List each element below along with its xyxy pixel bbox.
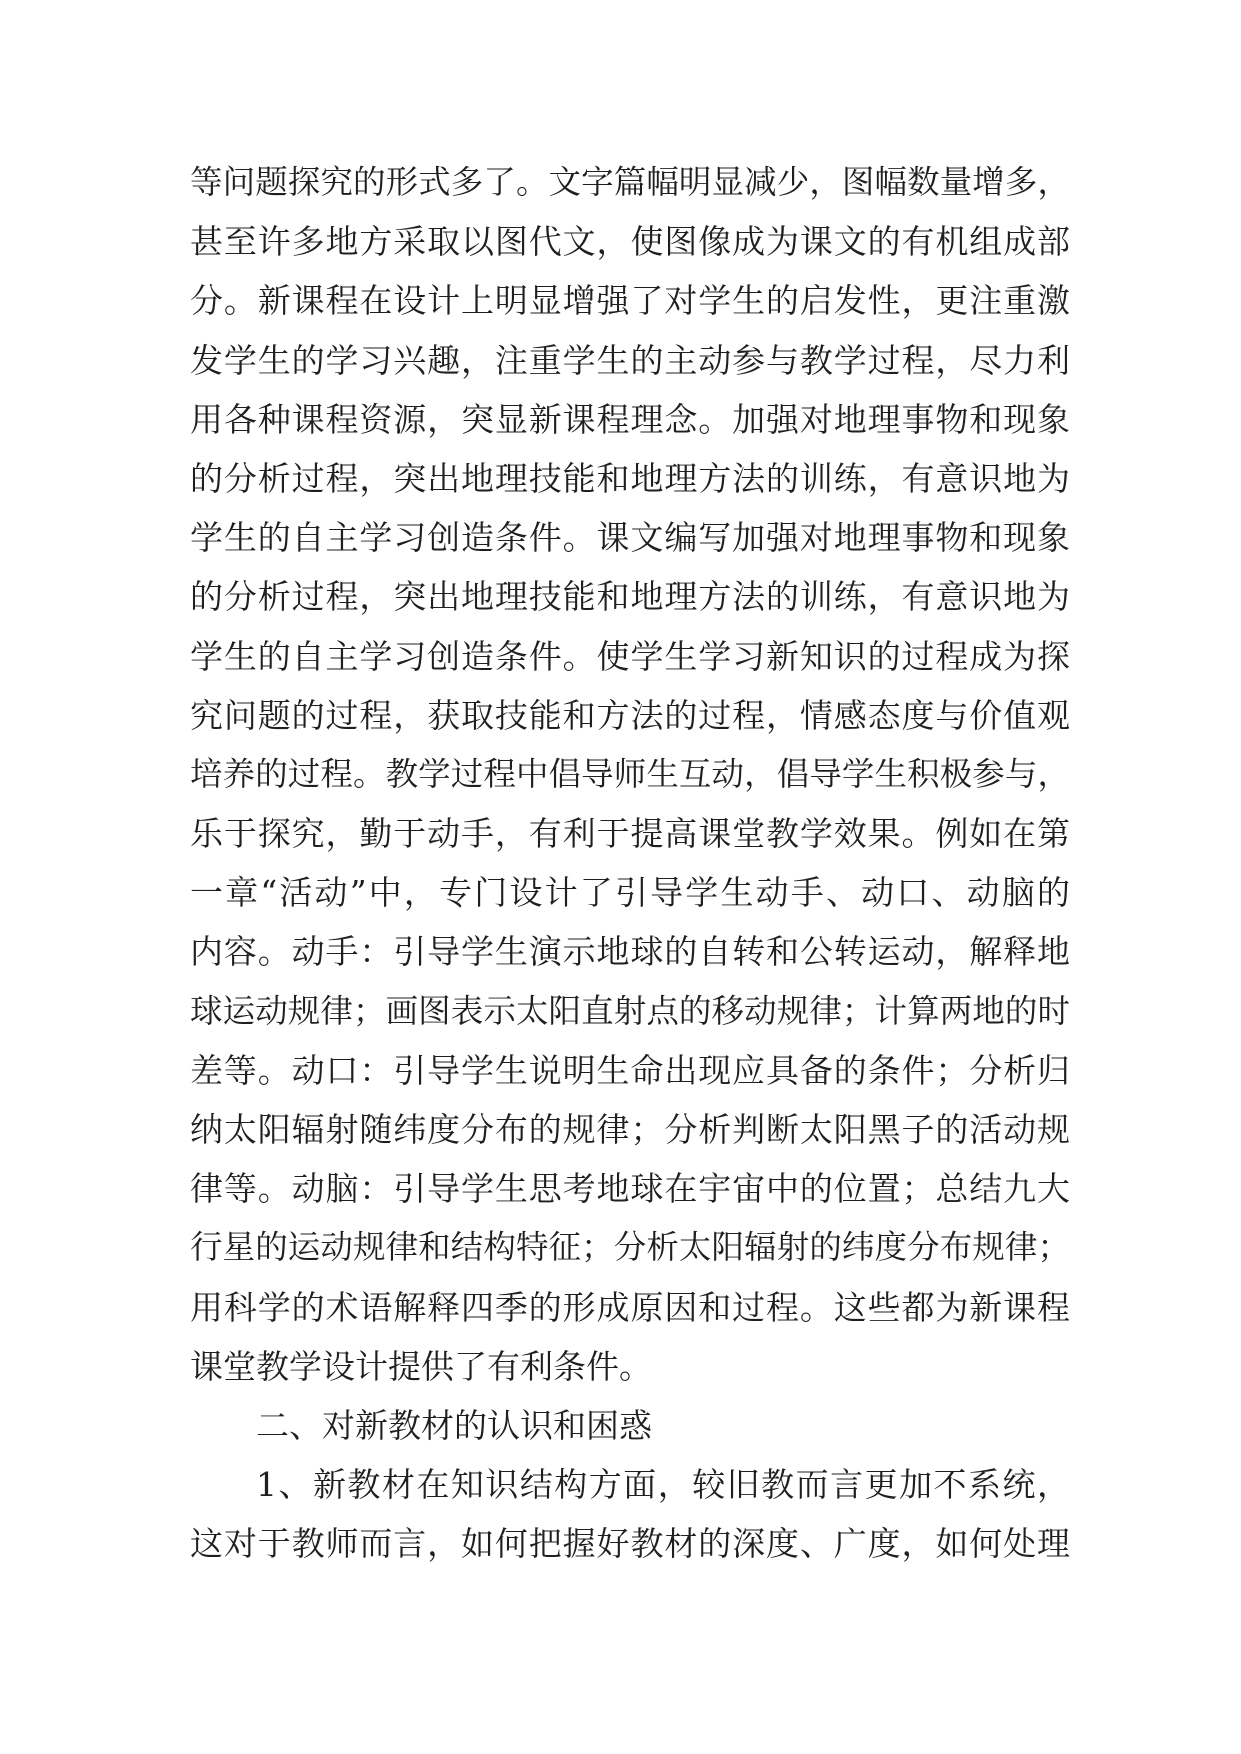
text-line: 分。新课程在设计上明显增强了对学生的启发性，更注重激	[190, 281, 1070, 321]
text-line: 的分析过程，突出地理技能和地理方法的训练，有意识地为	[190, 458, 1070, 498]
paragraph-end-line: 课堂教学设计提供了有利条件。	[190, 1346, 652, 1386]
text-line: 培养的过程。教学过程中倡导师生互动，倡导学生积极参与，	[190, 754, 1070, 793]
text-line: 一章“活动”中，专门设计了引导学生动手、动口、动脑的	[190, 873, 1070, 913]
numbered-paragraph-start: 1、新教材在知识结构方面，较旧教而言更加不系统，	[256, 1465, 1070, 1505]
text-line: 用各种课程资源，突显新课程理念。加强对地理事物和现象	[190, 399, 1070, 439]
text-line: 纳太阳辐射随纬度分布的规律；分析判断太阳黑子的活动规	[190, 1110, 1070, 1149]
text-line: 发学生的学习兴趣，注重学生的主动参与教学过程，尽力利	[190, 340, 1070, 380]
text-line: 这对于教师而言，如何把握好教材的深度、广度，如何处理	[190, 1524, 1070, 1564]
text-line: 乐于探究，勤于动手，有利于提高课堂教学效果。例如在第	[190, 814, 1070, 854]
section-heading: 二、对新教材的认识和困惑	[256, 1405, 652, 1445]
text-line: 内容。动手：引导学生演示地球的自转和公转运动，解释地	[190, 932, 1070, 972]
text-line: 甚至许多地方采取以图代文，使图像成为课文的有机组成部	[190, 222, 1070, 262]
text-line: 的分析过程，突出地理技能和地理方法的训练，有意识地为	[190, 577, 1070, 617]
text-line: 球运动规律；画图表示太阳直射点的移动规律；计算两地的时	[190, 991, 1070, 1030]
text-line: 行星的运动规律和结构特征；分析太阳辐射的纬度分布规律；	[190, 1228, 1070, 1267]
text-line: 学生的自主学习创造条件。使学生学习新知识的过程成为探	[190, 636, 1070, 676]
body-text	[190, 153, 1070, 1574]
text-line: 差等。动口：引导学生说明生命出现应具备的条件；分析归	[190, 1050, 1070, 1090]
text-line: 律等。动脑：引导学生思考地球在宇宙中的位置；总结九大	[190, 1169, 1070, 1209]
text-line: 用科学的术语解释四季的形成原因和过程。这些都为新课程	[190, 1287, 1070, 1327]
text-line: 学生的自主学习创造条件。课文编写加强对地理事物和现象	[190, 518, 1070, 558]
text-line: 究问题的过程，获取技能和方法的过程，情感态度与价值观	[190, 695, 1070, 735]
text-line: 等问题探究的形式多了。文字篇幅明显减少，图幅数量增多，	[190, 163, 1070, 201]
